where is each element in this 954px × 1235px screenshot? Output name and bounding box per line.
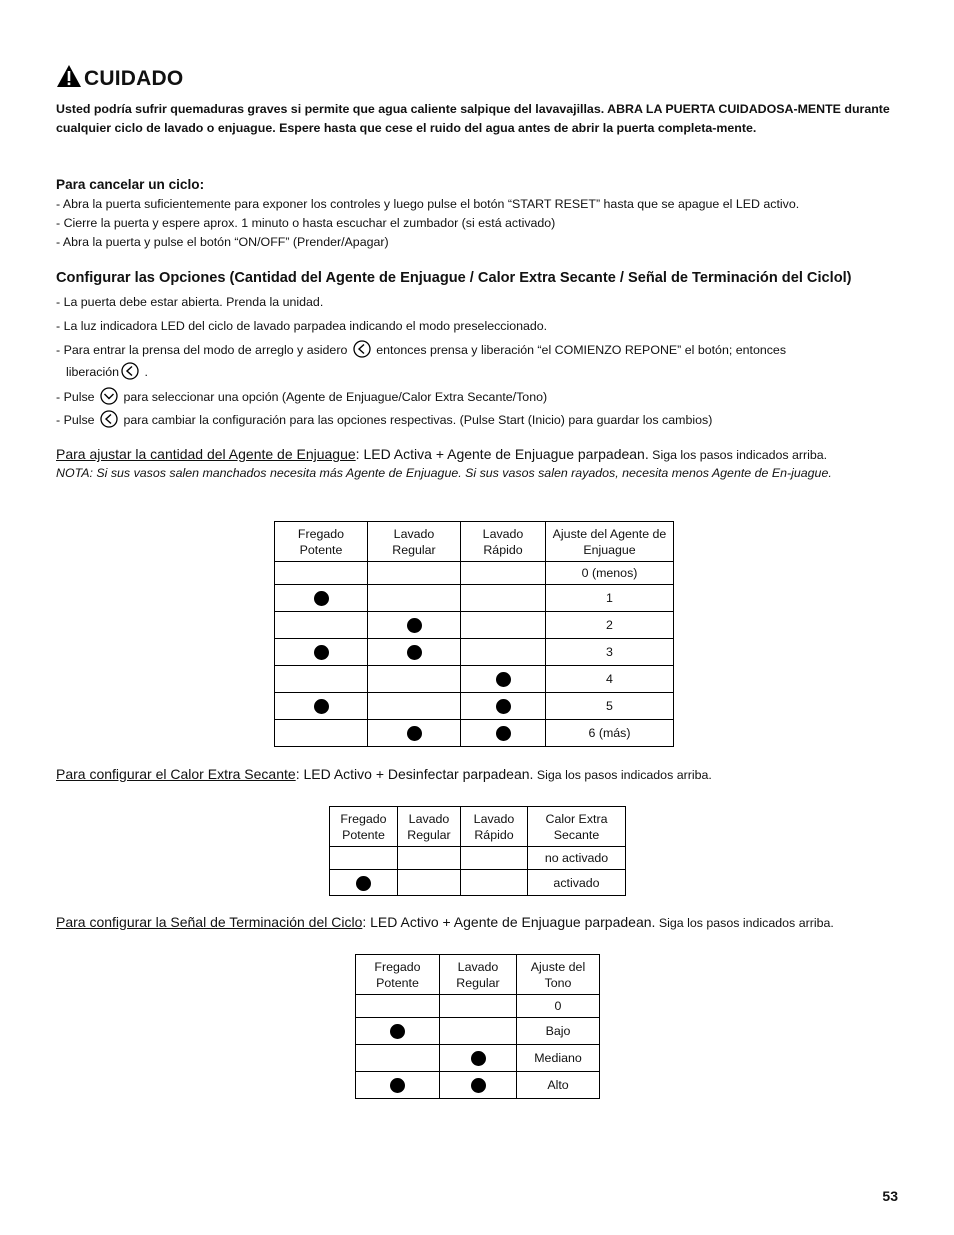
rinse-link: Para ajustar la cantidad del Agente de Enjuague: [56, 446, 356, 462]
options-step-5: - Pulse para cambiar la configuración para las opciones respectivas. (Pulse Start (Inicio) para guardar los cambios): [56, 410, 712, 430]
options-heading: Configurar las Opciones (Cantidad del Agente de Enjuague / Calor Extra Secante / Señal de Terminación del Ciclol): [56, 270, 852, 286]
led-dot-icon: [496, 672, 511, 687]
table-row: [330, 870, 626, 896]
setting-value-cell: Bajo: [517, 1018, 600, 1045]
table-header-cell: Lavado Regular: [440, 955, 517, 995]
indicator-cell: [461, 870, 528, 896]
led-dot-icon: [407, 645, 422, 660]
indicator-cell: [398, 870, 461, 896]
setting-value-cell: Alto: [517, 1072, 600, 1099]
table-row: [356, 995, 600, 1018]
table-header-cell: Lavado Regular: [368, 522, 461, 562]
led-dot-icon: [407, 618, 422, 633]
table-row: [275, 720, 674, 747]
indicator-cell: [440, 1018, 517, 1045]
indicator-cell: [368, 639, 461, 666]
led-dot-icon: [407, 726, 422, 741]
circle-button-icon: [353, 340, 371, 358]
table-header-row: [275, 522, 674, 562]
indicator-cell: [368, 585, 461, 612]
table-row: [275, 639, 674, 666]
setting-value-cell: 4: [546, 666, 674, 693]
table-row: [275, 562, 674, 585]
options-step-2: - La luz indicadora LED del ciclo de lavado parpadea indicando el modo preseleccionado.: [56, 319, 548, 333]
table-header-cell: Fregado Potente: [330, 807, 398, 847]
indicator-cell: [275, 666, 368, 693]
table-row: [356, 1018, 600, 1045]
indicator-cell: [356, 1072, 440, 1099]
cancel-step-1: - Abra la puerta suficientemente para exponer los controles y luego pulse el botón “START RESET” hasta que se apague el LED activo.: [56, 197, 800, 211]
table-row: [330, 847, 626, 870]
led-dot-icon: [390, 1078, 405, 1093]
led-dot-icon: [314, 645, 329, 660]
setting-value-cell: 0 (menos): [546, 562, 674, 585]
table-row: [356, 1045, 600, 1072]
tone-heading: Para configurar la Señal de Terminación del Ciclo: LED Activo + Agente de Enjuague parpadean. Siga los pasos indicados arriba.: [56, 914, 834, 930]
setting-value-cell: activado: [528, 870, 626, 896]
table-header-row: [330, 807, 626, 847]
cancel-heading: Para cancelar un ciclo:: [56, 177, 205, 192]
caution-heading: [56, 64, 183, 93]
rinse-note: NOTA: Si sus vasos salen manchados necesita más Agente de Enjuague. Si sus vasos salen rayados, necesita menos Agente de En-juague.: [56, 466, 832, 480]
options-step-1: - La puerta debe estar abierta. Prenda la unidad.: [56, 295, 324, 309]
setting-value-cell: no activado: [528, 847, 626, 870]
indicator-cell: [275, 562, 368, 585]
led-dot-icon: [471, 1078, 486, 1093]
table-header-cell: Lavado Rápido: [461, 807, 528, 847]
table-header-cell: Lavado Regular: [398, 807, 461, 847]
indicator-cell: [275, 720, 368, 747]
table-header-cell: Ajuste del Agente de Enjuague: [546, 522, 674, 562]
table-row: [275, 612, 674, 639]
indicator-cell: [368, 562, 461, 585]
cancel-step-3: - Abra la puerta y pulse el botón “ON/OFF” (Prender/Apagar): [56, 235, 389, 249]
table-header-cell: Ajuste del Tono: [517, 955, 600, 995]
indicator-cell: [440, 1072, 517, 1099]
setting-value-cell: Mediano: [517, 1045, 600, 1072]
table-row: [275, 693, 674, 720]
indicator-cell: [461, 639, 546, 666]
indicator-cell: [440, 995, 517, 1018]
tone-table: [355, 954, 600, 1099]
setting-value-cell: 2: [546, 612, 674, 639]
caution-title: CUIDADO: [84, 66, 184, 90]
led-dot-icon: [314, 699, 329, 714]
indicator-cell: [368, 666, 461, 693]
indicator-cell: [275, 612, 368, 639]
led-dot-icon: [390, 1024, 405, 1039]
table-row: [275, 666, 674, 693]
table-header-cell: Fregado Potente: [356, 955, 440, 995]
indicator-cell: [356, 1018, 440, 1045]
cancel-step-2: - Cierre la puerta y espere aprox. 1 minuto o hasta escuchar el zumbador (si está activado): [56, 216, 556, 230]
table-row: [275, 585, 674, 612]
table-header-cell: Fregado Potente: [275, 522, 368, 562]
heat-table: [329, 806, 626, 896]
caution-text: Usted podría sufrir quemaduras graves si permite que agua caliente salpique del lavavajillas. ABRA LA PUERTA CUIDADOSA-MENTE durante cualquier ciclo de lavado o enjuague. Espere hasta que cese el ruido del agua antes de abrir la puerta completa-mente.: [56, 102, 890, 135]
indicator-cell: [461, 612, 546, 639]
circle-button-icon: [100, 410, 118, 428]
indicator-cell: [275, 585, 368, 612]
heat-link: Para configurar el Calor Extra Secante: [56, 766, 296, 782]
table-header-cell: Lavado Rápido: [461, 522, 546, 562]
indicator-cell: [461, 666, 546, 693]
indicator-cell: [275, 693, 368, 720]
rinse-heading: Para ajustar la cantidad del Agente de Enjuague: LED Activa + Agente de Enjuague parpadean. Siga los pasos indicados arriba.: [56, 446, 828, 462]
indicator-cell: [461, 585, 546, 612]
setting-value-cell: 3: [546, 639, 674, 666]
rinse-table: [274, 521, 674, 747]
setting-value-cell: 6 (más): [546, 720, 674, 747]
indicator-cell: [440, 1045, 517, 1072]
warning-triangle-icon: [56, 64, 82, 93]
table-header-row: [356, 955, 600, 995]
options-step-3-cont: liberación .: [66, 362, 148, 382]
options-step-3: - Para entrar la prensa del modo de arreglo y asidero entonces prensa y liberación “el COMIENZO REPONE” el botón; entonces: [56, 340, 786, 360]
indicator-cell: [330, 870, 398, 896]
indicator-cell: [461, 693, 546, 720]
indicator-cell: [461, 720, 546, 747]
indicator-cell: [461, 847, 528, 870]
circle-button-icon: [100, 387, 118, 405]
table-row: [356, 1072, 600, 1099]
indicator-cell: [461, 562, 546, 585]
led-dot-icon: [496, 726, 511, 741]
setting-value-cell: 0: [517, 995, 600, 1018]
led-dot-icon: [496, 699, 511, 714]
indicator-cell: [356, 1045, 440, 1072]
led-dot-icon: [471, 1051, 486, 1066]
options-step-4: - Pulse para seleccionar una opción (Agente de Enjuague/Calor Extra Secante/Tono): [56, 387, 547, 407]
indicator-cell: [368, 612, 461, 639]
tone-link: Para configurar la Señal de Terminación del Ciclo: [56, 914, 363, 930]
setting-value-cell: 1: [546, 585, 674, 612]
setting-value-cell: 5: [546, 693, 674, 720]
indicator-cell: [275, 639, 368, 666]
page-number: 53: [882, 1188, 898, 1204]
led-dot-icon: [356, 876, 371, 891]
indicator-cell: [368, 720, 461, 747]
circle-button-icon: [121, 362, 139, 380]
heat-heading: Para configurar el Calor Extra Secante: LED Activo + Desinfectar parpadean. Siga los pasos indicados arriba.: [56, 766, 712, 782]
indicator-cell: [398, 847, 461, 870]
led-dot-icon: [314, 591, 329, 606]
table-header-cell: Calor Extra Secante: [528, 807, 626, 847]
indicator-cell: [368, 693, 461, 720]
indicator-cell: [330, 847, 398, 870]
indicator-cell: [356, 995, 440, 1018]
